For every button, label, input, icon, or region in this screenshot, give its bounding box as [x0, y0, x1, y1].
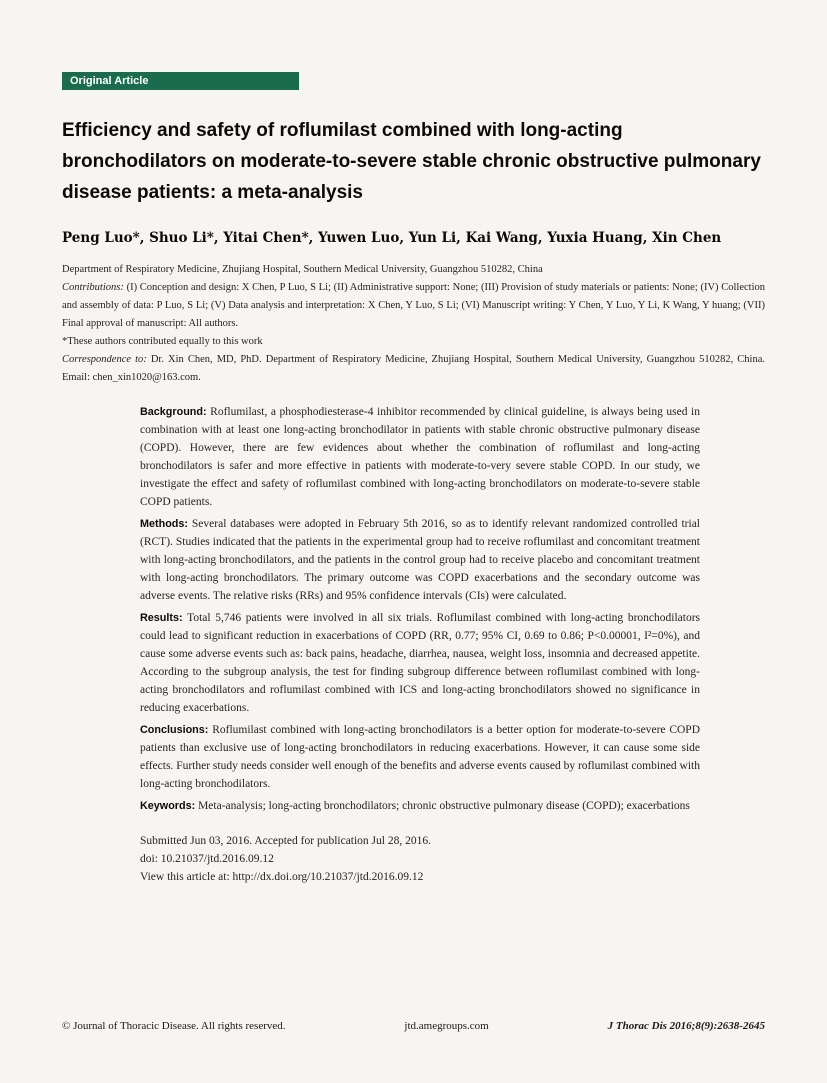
abstract-methods [140, 515, 700, 605]
results-label: Results: [140, 612, 183, 624]
doi-line: doi: 10.21037/jtd.2016.09.12 [140, 853, 274, 865]
conclusions-label: Conclusions: [140, 724, 209, 736]
keywords-text: Meta-analysis; long-acting bronchodilators; chronic obstructive pulmonary disease (COPD); exacerbations [198, 800, 690, 812]
page-footer [62, 1020, 765, 1032]
results-text: Total 5,746 patients were involved in all six trials. Roflumilast combined with long-acting bronchodilators could lead to significant reduction in exacerbations of COPD (RR, 0.77; 95% CI, 0.69 to 0.86; P<0.00001, I²=0%), and cause some adverse events such as: back pains, headache, diarrhea, nausea, weight loss, insomnia and decreased appetite. According to the subgroup analysis, the test for finding subgroup difference between roflumilast combined with long-acting bronchodilators and roflumilast combined with ICS and long-acting bronchodilators showed no significance in reducing exacerbations. [140, 612, 701, 714]
methods-label: Methods: [140, 518, 188, 530]
methods-text: Several databases were adopted in February 5th 2016, so as to identify relevant randomized controlled trial (RCT). Studies indicated that the patients in the experimental group had to receive roflumilast and concomitant treatment with long-acting bronchodilators, and the patients in the control group had to receive placebo and concomitant treatment with long-acting bronchodilators. The primary outcome was COPD exacerbations and the secondary outcome was adverse events. The relative risks (RRs) and 95% confidence intervals (CIs) were calculated. [140, 518, 700, 602]
background-label: Background: [140, 406, 207, 418]
conclusions-text: Roflumilast combined with long-acting bronchodilators is a better option for moderate-to-severe COPD patients than exclusive use of long-acting bronchodilators in reducing exacerbations. However, it can cause some side effects. Further study needs consider well enough of the benefits and adverse events caused by roflumilast combined with long-acting bronchodilators. [140, 724, 701, 790]
view-article-link: View this article at: http://dx.doi.org/10.21037/jtd.2016.09.12 [140, 871, 424, 883]
paper-title: Efficiency and safety of roflumilast combined with long-acting bronchodilators on moderate-to-severe stable chronic obstructive pulmonary disease patients: a meta-analysis [62, 120, 761, 203]
background-text: Roflumilast, a phosphodiesterase-4 inhibitor recommended by clinical guideline, is always being used in combination with at least one long-acting bronchodilator in patients with stable chronic obstructive pulmonary disease (COPD). However, there are few evidences about whether the combination of roflumilast and long-acting bronchodilators is safer and more effective in patients with moderate-to-very severe stable COPD. In our study, we investigate the effect and safety of roflumilast combined with long-acting bronchodilators on moderate-to-severe stable COPD patients. [140, 406, 700, 508]
keywords-label: Keywords: [140, 800, 196, 812]
correspondence-text: Dr. Xin Chen, MD, PhD. Department of Respiratory Medicine, Zhujiang Hospital, Southern Medical University, Guangzhou 510282, China. Email: chen_xin1020@163.com. [62, 354, 765, 383]
article-type-badge [62, 72, 299, 90]
paper-page [62, 72, 765, 886]
abstract-results [140, 609, 700, 717]
equal-contribution-note: *These authors contributed equally to this work [62, 336, 263, 347]
contributions-label: Contributions: [62, 282, 124, 293]
correspondence [62, 351, 765, 387]
contributions-text: (I) Conception and design: X Chen, P Luo, S Li; (II) Administrative support: None; (III) Provision of study materials or patients: None; (IV) Collection and assembly of data: P Luo, S Li; (V) Data analysis and interpretation: X Chen, Y Luo, S Li; (VI) Manuscript writing: Y Chen, Y Luo, Y Li, K Wang, Y huang; (VII) Final approval of manuscript: All authors. [62, 282, 766, 329]
front-matter [62, 261, 765, 387]
abstract-block [140, 403, 700, 886]
affiliation: Department of Respiratory Medicine, Zhujiang Hospital, Southern Medical University, Guangzhou 510282, China [62, 264, 543, 275]
contributions [62, 279, 765, 333]
article-type-label: Original Article [70, 75, 149, 87]
footer-copyright: © Journal of Thoracic Disease. All rights reserved. [62, 1020, 286, 1032]
correspondence-label: Correspondence to: [62, 354, 147, 365]
article-meta [140, 832, 700, 886]
submission-dates: Submitted Jun 03, 2016. Accepted for publication Jul 28, 2016. [140, 835, 431, 847]
footer-website: jtd.amegroups.com [404, 1020, 489, 1032]
footer-citation: J Thorac Dis 2016;8(9):2638-2645 [607, 1020, 765, 1032]
abstract-background [140, 403, 700, 511]
abstract-conclusions [140, 721, 700, 793]
authors-line: Peng Luo*, Shuo Li*, Yitai Chen*, Yuwen Luo, Yun Li, Kai Wang, Yuxia Huang, Xin Chen [62, 230, 722, 246]
keywords-line [140, 797, 700, 815]
